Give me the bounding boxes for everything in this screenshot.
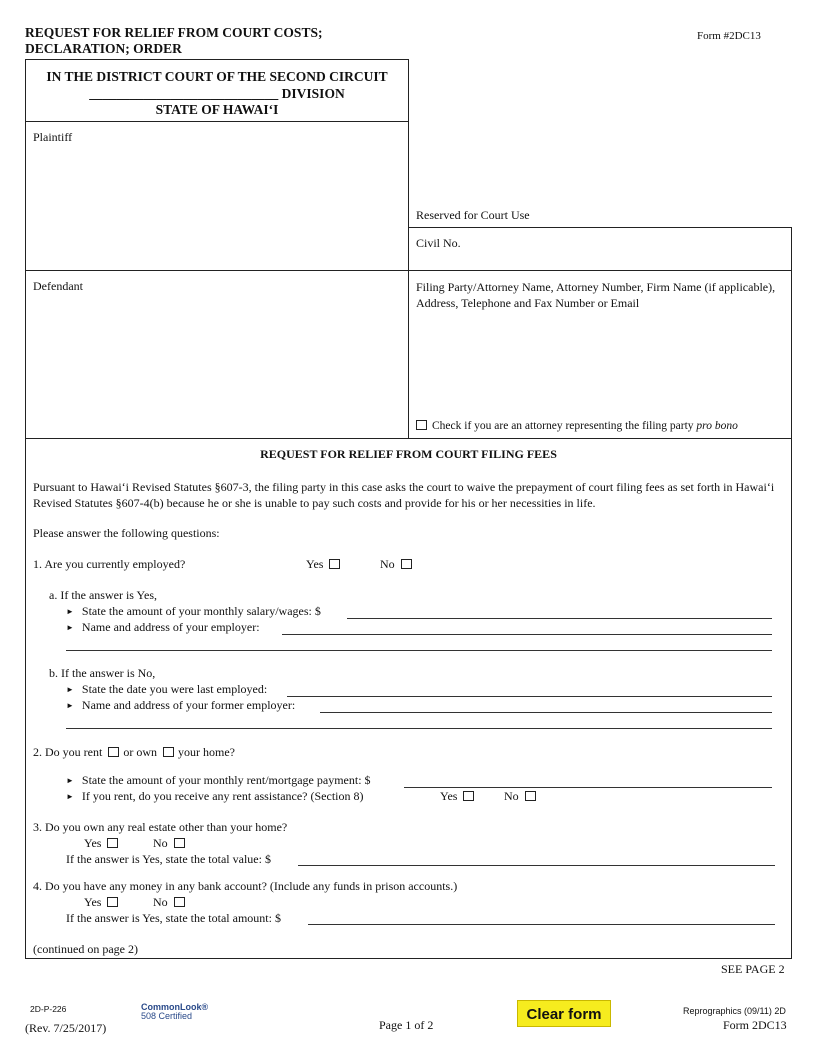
pro-bono-row xyxy=(416,420,738,432)
q2-rent-checkbox[interactable] xyxy=(108,747,119,757)
q2-text: 2. Do you rent or own your home? xyxy=(33,745,235,759)
q1-text: 1. Are you currently employed? xyxy=(33,557,186,571)
q3-yes: Yes xyxy=(84,836,118,851)
q3-no-checkbox[interactable] xyxy=(174,838,185,848)
q4-amount-field[interactable] xyxy=(308,924,775,925)
revision-date: (Rev. 7/25/2017) xyxy=(25,1021,107,1035)
q2-no: No xyxy=(504,789,536,804)
q4-amount: If the answer is Yes, state the total amount: $ xyxy=(66,911,281,925)
q1b-former-employer-field-2[interactable] xyxy=(66,728,772,729)
q1a-employer: ► Name and address of your employer: xyxy=(66,620,260,634)
q1-yes: Yes xyxy=(306,557,340,572)
clear-form-button[interactable]: Clear form xyxy=(517,1000,611,1027)
q1a-salary-field[interactable] xyxy=(347,618,772,619)
reprographics: Reprographics (09/11) 2D xyxy=(683,1006,786,1016)
commonlook-certified: 508 Certified xyxy=(141,1011,193,1021)
continued-note: (continued on page 2) xyxy=(33,942,138,956)
pro-bono-text: Check if you are an attorney representing the filing party xyxy=(432,420,694,432)
reserved-label: Reserved for Court Use xyxy=(416,208,530,222)
form-short: Form 2DC13 xyxy=(723,1018,787,1032)
form-code: 2D-P-226 xyxy=(30,1004,67,1014)
q2-assistance: ► If you rent, do you receive any rent assistance? (Section 8) xyxy=(66,789,364,803)
court-name: IN THE DISTRICT COURT OF THE SECOND CIRCUIT xyxy=(46,69,388,84)
q1b-text: b. If the answer is No, xyxy=(49,666,156,680)
request-heading: REQUEST FOR RELIEF FROM COURT FILING FEES xyxy=(260,447,557,461)
request-intro: Pursuant to Hawai‘i Revised Statutes §607-3, the filing party in this case asks the court to waive the prepayment of court filing fees as set forth in Hawai‘i Revised Statutes §607-4(b) because he or she is unable to pay such costs and provide for his or her necessities in life. xyxy=(33,480,775,510)
q4-text: 4. Do you have any money in any bank account? (Include any funds in prison accounts.) xyxy=(33,879,458,893)
court-caption-box xyxy=(25,59,409,122)
q1b-date-field[interactable] xyxy=(287,696,772,697)
frame-left-border xyxy=(25,121,26,959)
filing-party-label: Filing Party/Attorney Name, Attorney Number, Firm Name (if applicable), Address, Telephone and Fax Number or Email xyxy=(416,280,776,310)
q1-no-checkbox[interactable] xyxy=(401,559,412,569)
form-number: Form #2DC13 xyxy=(697,30,761,42)
q1b-date: ► State the date you were last employed: xyxy=(66,682,268,696)
q1b-former-employer: ► Name and address of your former employer: xyxy=(66,698,296,712)
q3-value-field[interactable] xyxy=(298,865,775,866)
title-line-1: REQUEST FOR RELIEF FROM COURT COSTS; xyxy=(25,25,323,40)
reserved-bottom-line xyxy=(408,227,792,228)
q4-no: No xyxy=(153,895,185,910)
q4-yes: Yes xyxy=(84,895,118,910)
division-line: ____________________________ DIVISION xyxy=(89,85,345,101)
pro-bono-checkbox[interactable] xyxy=(416,420,427,430)
title-line-2: DECLARATION; ORDER xyxy=(25,41,182,56)
q4-yes-checkbox[interactable] xyxy=(107,897,118,907)
q1a-employer-field-2[interactable] xyxy=(66,650,772,651)
state-name: STATE OF HAWAI‘I xyxy=(155,102,279,117)
q3-yes-checkbox[interactable] xyxy=(107,838,118,848)
civil-no-label: Civil No. xyxy=(416,236,461,250)
q3-no: No xyxy=(153,836,185,851)
q3-text: 3. Do you own any real estate other than your home? xyxy=(33,820,288,834)
q2-rent-amount-field[interactable] xyxy=(404,787,772,788)
plaintiff-bottom-line xyxy=(25,270,792,271)
q1b-former-employer-field[interactable] xyxy=(320,712,772,713)
q4-no-checkbox[interactable] xyxy=(174,897,185,907)
q1-no: No xyxy=(380,557,412,572)
q2-own-checkbox[interactable] xyxy=(163,747,174,757)
form-title xyxy=(25,25,385,57)
q2-rent-amount: ► State the amount of your monthly rent/mortgage payment: $ xyxy=(66,773,371,787)
commonlook-logo: CommonLook® xyxy=(141,1002,209,1012)
q2-no-checkbox[interactable] xyxy=(525,791,536,801)
defendant-label: Defendant xyxy=(33,279,83,293)
pro-bono-italic: pro bono xyxy=(696,420,738,432)
caption-bottom-line xyxy=(25,438,792,439)
page-number: Page 1 of 2 xyxy=(379,1018,434,1032)
instructions: Please answer the following questions: xyxy=(33,526,220,540)
frame-right-border xyxy=(791,227,792,959)
column-divider xyxy=(408,121,409,438)
q1a-text: a. If the answer is Yes, xyxy=(49,588,157,602)
frame-bottom-line xyxy=(25,958,792,959)
q2-yes-checkbox[interactable] xyxy=(463,791,474,801)
q3-value: If the answer is Yes, state the total value: $ xyxy=(66,852,271,866)
plaintiff-label: Plaintiff xyxy=(33,130,73,144)
q1a-employer-field[interactable] xyxy=(282,634,772,635)
q2-yes: Yes xyxy=(440,789,474,804)
q1-yes-checkbox[interactable] xyxy=(329,559,340,569)
q1a-salary: ► State the amount of your monthly salary/wages: $ xyxy=(66,604,321,618)
see-page-note: SEE PAGE 2 xyxy=(721,962,785,976)
